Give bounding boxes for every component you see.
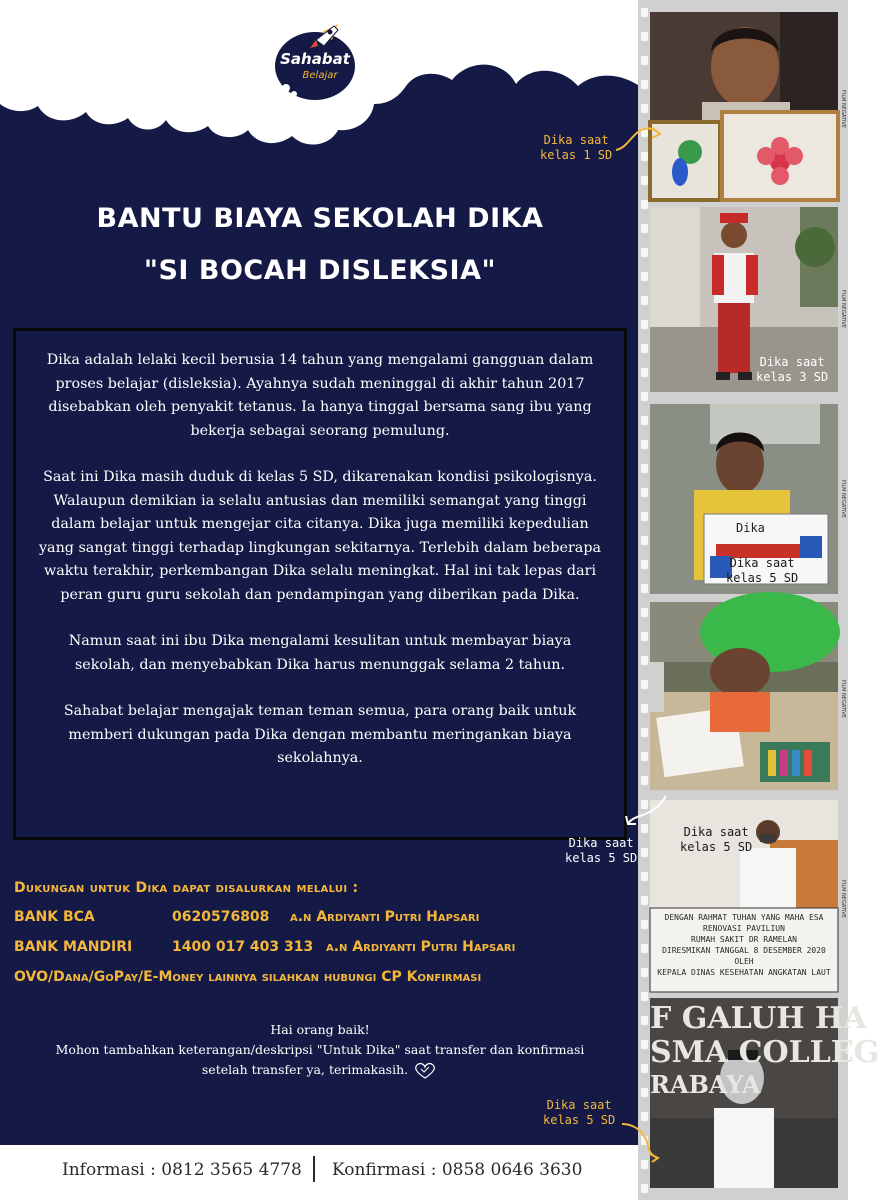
caption-kelas-5-d [543, 1098, 615, 1128]
film-sprocket-hole [641, 944, 648, 953]
thanks-line-3-text: setelah transfer ya, terimakasih. [201, 1062, 409, 1077]
film-label-3: FILM NEGATIVE [840, 480, 846, 518]
school-sign-line-3: RABAYA [650, 1070, 761, 1099]
film-sprocket-hole [641, 8, 648, 17]
certificate-line-2: RENOVASI PAVILIUN [703, 924, 785, 933]
story-paragraph-1: Dika adalah lelaki kecil berusia 14 tahun yang mengalami gangguan dalam proses belajar (disleksia). Ayahnya sudah meninggal di akhir tahun 2017 disebabkan oleh penyakit tetanus. Ia hanya tinggal bersama sang ibu yang bekerja sebagai seorang pemulung. [46, 352, 594, 439]
arrow-icon-2 [622, 792, 670, 830]
account-holder-mandiri: a.n Ardiyanti Putri Hapsari [326, 939, 516, 955]
film-sprocket-hole [641, 440, 648, 449]
film-sprocket-hole [641, 80, 648, 89]
film-sprocket-hole [641, 536, 648, 545]
film-sprocket-hole [641, 992, 648, 1001]
film-sprocket-hole [641, 248, 648, 257]
story-paragraph-3: Namun saat ini ibu Dika mengalami kesulitan untuk membayar biaya sekolah, dan menyebabkan Dika harus menunggak selama 2 tahun. [68, 633, 572, 673]
thanks-line-1: Hai orang baik! [270, 1022, 370, 1037]
film-sprocket-hole [641, 392, 648, 401]
film-sprocket-hole [641, 200, 648, 209]
school-sign-text [650, 1001, 879, 1100]
caption-kelas-5-d-line-1: Dika saat [546, 1098, 612, 1112]
caption-kelas-5-a-line-2: kelas 5 SD [726, 571, 799, 585]
film-sprocket-hole [641, 848, 648, 857]
story-paragraph-4: Sahabat belajar mengajak teman teman semua, para orang baik untuk memberi dukungan pada Dika dengan membantu meringankan biaya sekolahnya. [63, 703, 577, 766]
bank-name-mandiri: BANK MANDIRI [14, 939, 133, 955]
film-label-5: FILM NEGATIVE [840, 880, 846, 918]
name-card-text: Dika [736, 521, 765, 535]
film-sprocket-hole [641, 416, 648, 425]
film-sprocket-hole [641, 1064, 648, 1073]
caption-kelas-5-c-line-1: Dika saat [683, 825, 749, 839]
film-sprocket-hole [641, 512, 648, 521]
caption-kelas-5-b-line-2: kelas 5 SD [565, 851, 638, 865]
school-sign-line-1: F GALUH HA [650, 1001, 867, 1036]
film-label-4: FILM NEGATIVE [840, 680, 846, 718]
bank-name-bca: BANK BCA [14, 909, 95, 925]
title-line-1: BANTU BIAYA SEKOLAH DIKA [96, 203, 544, 234]
film-sprocket-hole [641, 680, 648, 689]
certificate-text [656, 912, 832, 978]
donation-heading: Dukungan untuk Dika dapat disalurkan melalui : [14, 880, 359, 896]
film-label-1: FILM NEGATIVE [840, 90, 846, 128]
caption-kelas-3 [756, 355, 828, 385]
film-sprocket-hole [641, 656, 648, 665]
photo-kelas-1 [650, 12, 838, 200]
photo-school-sign [650, 998, 879, 1188]
thanks-line-2: Mohon tambahkan keterangan/deskripsi "Untuk Dika" saat transfer dan konfirmasi [55, 1042, 585, 1057]
film-sprocket-hole [641, 344, 648, 353]
caption-kelas-3-line-1: Dika saat [759, 355, 825, 369]
film-sprocket-hole [641, 968, 648, 977]
caption-kelas-5-a [726, 556, 798, 586]
certificate-line-3: RUMAH SAKIT DR RAMELAN [691, 935, 797, 944]
caption-kelas-5-a-line-1: Dika saat [729, 556, 795, 570]
film-sprocket-hole [641, 176, 648, 185]
film-sprocket-hole [641, 464, 648, 473]
certificate-line-5: OLEH [734, 957, 754, 966]
film-sprocket-hole [641, 1016, 648, 1025]
footer-info: Informasi : 0812 3565 4778 [62, 1160, 302, 1180]
film-sprocket-hole [641, 32, 648, 41]
film-sprocket-hole [641, 488, 648, 497]
film-sprocket-hole [641, 1040, 648, 1049]
thanks-line-3 [0, 1060, 640, 1080]
film-sprocket-hole [641, 56, 648, 65]
caption-kelas-5-c-line-2: kelas 5 SD [680, 840, 753, 854]
arrow-icon-1 [612, 120, 664, 156]
film-sprocket-hole [641, 104, 648, 113]
film-sprocket-hole [641, 704, 648, 713]
film-label-2: FILM NEGATIVE [840, 290, 846, 328]
ewallet-row: OVO/Dana/GoPay/E-Money lainnya silahkan hubungi CP Konfirmasi [14, 969, 482, 985]
film-sprocket-hole [641, 752, 648, 761]
film-sprocket-hole [641, 272, 648, 281]
certificate-line-6: KEPALA DINAS KESEHATAN ANGKATAN LAUT [657, 968, 831, 977]
footer-separator [313, 1156, 315, 1182]
school-sign-line-2: SMA COLLEG [650, 1035, 879, 1070]
caption-kelas-3-line-2: kelas 3 SD [756, 370, 829, 384]
caption-kelas-5-b-line-1: Dika saat [568, 836, 634, 850]
film-sprocket-hole [641, 320, 648, 329]
caption-kelas-1-line-2: kelas 1 SD [540, 148, 613, 162]
account-holder-bca: a.n Ardiyanti Putri Hapsari [290, 909, 480, 925]
story-box [13, 328, 627, 840]
film-sprocket-hole [641, 584, 648, 593]
film-sprocket-hole [641, 728, 648, 737]
certificate-line-4: DIRESMIKAN TANGGAL 8 DESEMBER 2020 [662, 946, 826, 955]
photo-drawing [650, 602, 838, 790]
film-sprocket-hole [641, 368, 648, 377]
account-number-bca: 0620576808 [172, 909, 270, 925]
certificate-line-1: DENGAN RAHMAT TUHAN YANG MAHA ESA [664, 913, 824, 922]
caption-kelas-5-d-line-2: kelas 5 SD [543, 1113, 616, 1127]
caption-kelas-1-line-1: Dika saat [543, 133, 609, 147]
film-sprocket-hole [641, 776, 648, 785]
account-number-mandiri: 1400 017 403 313 [172, 939, 314, 955]
film-sprocket-hole [641, 632, 648, 641]
film-sprocket-hole [641, 296, 648, 305]
footer-confirm: Konfirmasi : 0858 0646 3630 [332, 1160, 583, 1180]
title-line-2: "SI BOCAH DISLEKSIA" [143, 255, 497, 286]
logo-text-belajar: Belajar [302, 70, 338, 81]
film-sprocket-hole [641, 1184, 648, 1193]
film-sprocket-hole [641, 224, 648, 233]
logo-text-sahabat: Sahabat [280, 50, 350, 68]
caption-kelas-5-c [680, 825, 752, 855]
film-sprocket-hole [641, 560, 648, 569]
film-sprocket-hole [641, 872, 648, 881]
caption-kelas-1 [540, 133, 612, 163]
film-sprocket-hole [641, 1088, 648, 1097]
film-sprocket-hole [641, 608, 648, 617]
film-sprocket-hole [641, 920, 648, 929]
caption-kelas-5-b [565, 836, 637, 866]
arrow-icon-3 [618, 1116, 664, 1164]
film-sprocket-hole [641, 896, 648, 905]
heart-icon [412, 1062, 438, 1080]
story-paragraph-2: Saat ini Dika masih duduk di kelas 5 SD, dikarenakan kondisi psikologisnya. Walaupun demikian ia selalu antusias dan memiliki semangat yang tinggi dalam belajar untuk mengejar cita citanya. Dika juga memiliki kepedulian yang sangat tinggi terhadap lingkungan sekitarnya. Terlebih dalam beberapa waktu terakhir, perkembangan Dika selalu meningkat. Hal ini tak lepas dari peran guru guru sekolah dan pendampingan yang diberikan pada Dika. [38, 469, 602, 603]
